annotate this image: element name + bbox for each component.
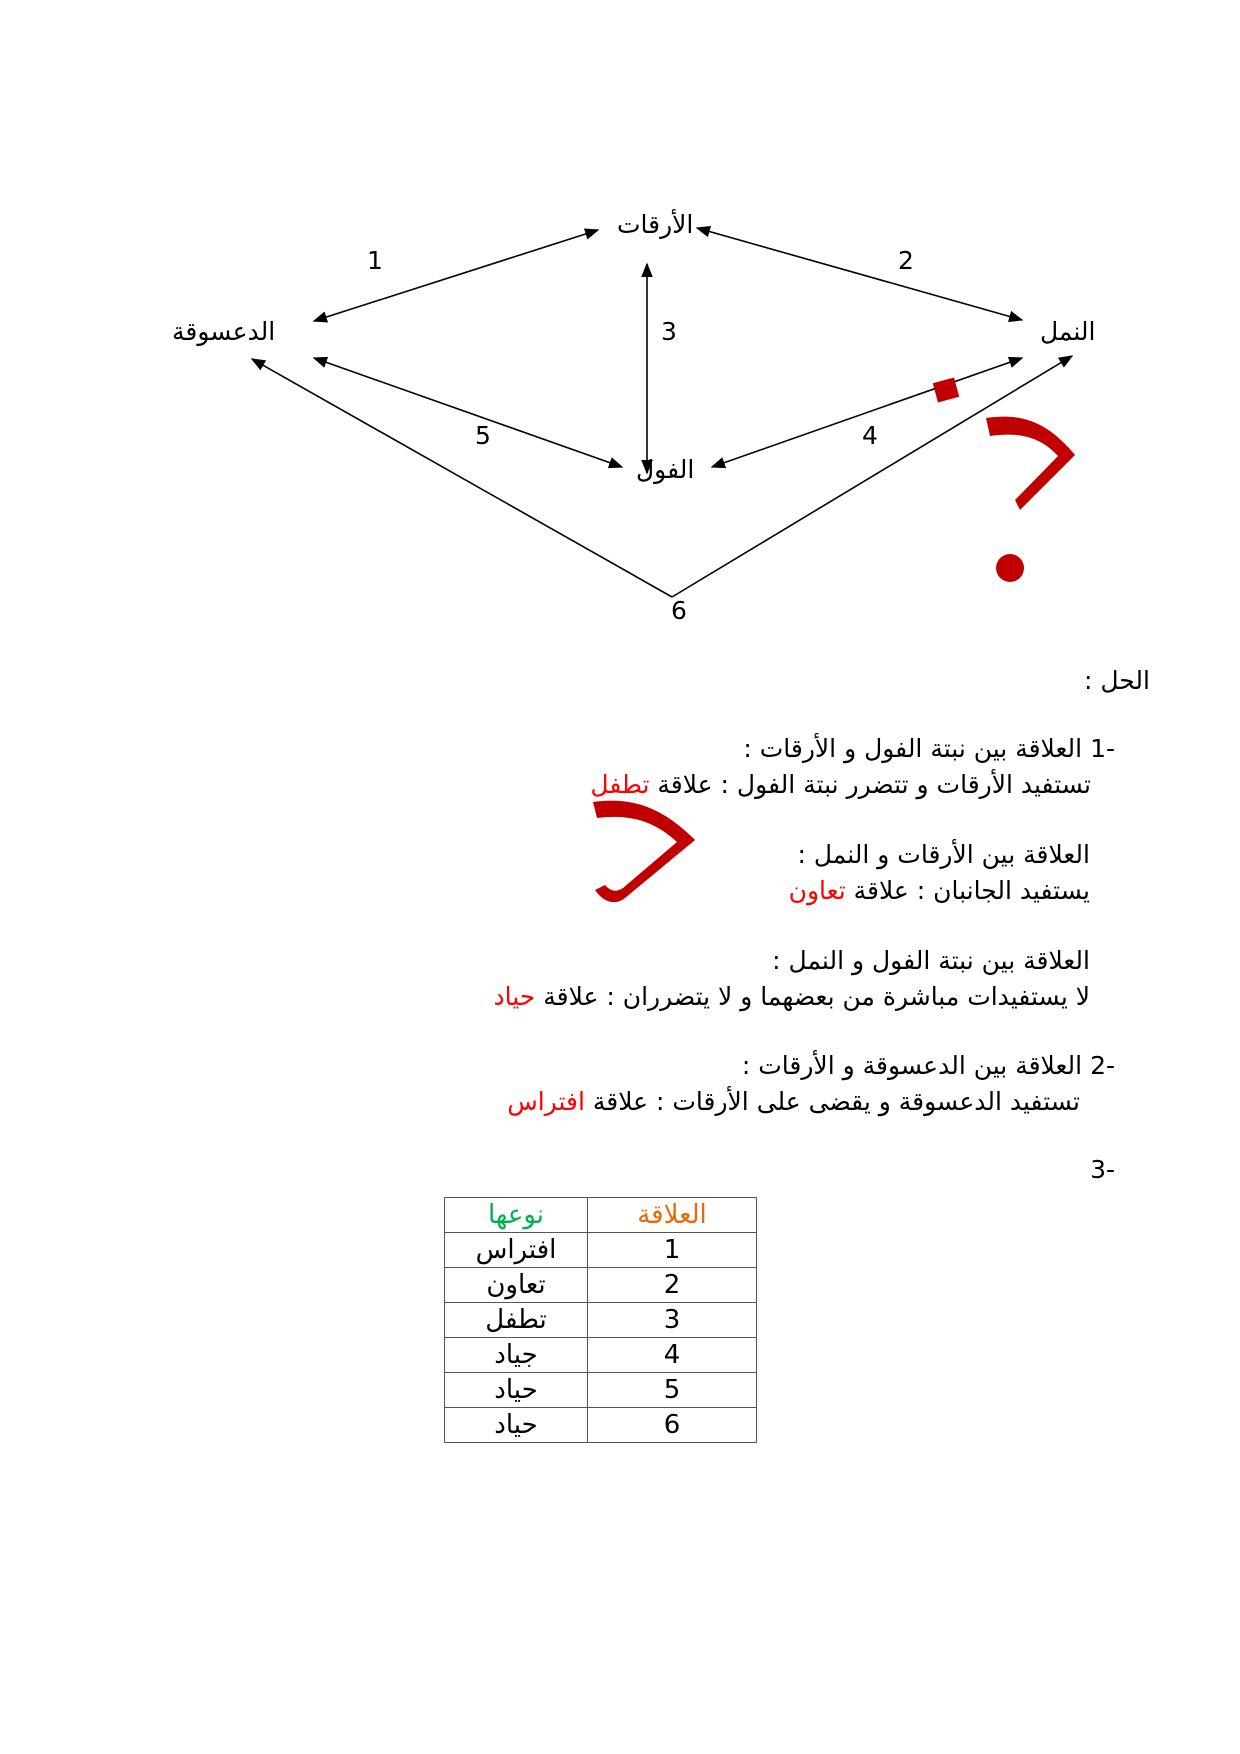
cell-relation: 4	[588, 1338, 757, 1373]
cell-relation: 1	[588, 1233, 757, 1268]
item1-number: -1	[1090, 734, 1115, 763]
relation-type-answer: تعاون	[788, 876, 846, 905]
item2-title	[742, 1051, 1115, 1080]
cell-type: حياد	[445, 1373, 588, 1408]
cell-relation: 6	[588, 1408, 757, 1443]
node-leaves: الأرقات	[617, 210, 694, 239]
item1-pair2-explanation	[789, 876, 1090, 905]
edge-label-4: 4	[862, 421, 878, 450]
relations-table	[444, 1197, 757, 1443]
cell-type: جياد	[445, 1338, 588, 1373]
item1-pair3-explanation	[494, 982, 1090, 1011]
table-row	[445, 1303, 757, 1338]
item2-explanation	[507, 1087, 1080, 1116]
header-type: نوعها	[445, 1198, 588, 1233]
edge-1	[314, 230, 598, 321]
relation-type-answer: افتراس	[507, 1087, 585, 1116]
cell-relation: 3	[588, 1303, 757, 1338]
explanation-text: تستفيد الأرقات و تتضرر نبتة الفول : علاقة	[657, 770, 1091, 799]
correction-mark-icon	[920, 370, 1120, 600]
item1-pair1-explanation	[590, 770, 1091, 799]
node-bean: الفول	[636, 455, 695, 484]
cell-type: حياد	[445, 1408, 588, 1443]
edge-5	[314, 358, 622, 467]
edge-6a	[252, 359, 672, 597]
edge-label-5: 5	[475, 421, 491, 450]
solution-heading: الحل :	[1083, 666, 1150, 695]
explanation-text: يستفيد الجانبان : علاقة	[853, 876, 1090, 905]
item3-number: -3	[1090, 1155, 1115, 1184]
edge-label-2: 2	[898, 246, 914, 275]
cell-relation: 2	[588, 1268, 757, 1303]
table-row	[445, 1233, 757, 1268]
table-row	[445, 1338, 757, 1373]
item2-title-text: العلاقة بين الدعسوقة و الأرقات :	[741, 1051, 1083, 1080]
item1-pair1-title	[743, 734, 1115, 763]
item1-pair2-title: العلاقة بين الأرقات و النمل :	[797, 840, 1090, 869]
item1-pair3-title: العلاقة بين نبتة الفول و النمل :	[772, 946, 1090, 975]
correction-mark-icon	[585, 790, 715, 910]
item1-pair1-title-text: العلاقة بين نبتة الفول و الأرقات :	[743, 734, 1083, 763]
relation-type-answer: تطفل	[590, 770, 650, 799]
relation-type-answer: حياد	[493, 982, 536, 1011]
cell-type: تطفل	[445, 1303, 588, 1338]
table-header-row	[445, 1198, 757, 1233]
edge-label-3: 3	[661, 317, 677, 346]
cell-type: افتراس	[445, 1233, 588, 1268]
cell-relation: 5	[588, 1373, 757, 1408]
explanation-text: تستفيد الدعسوقة و يقضى على الأرقات : علاقة	[592, 1087, 1080, 1116]
node-ants: النمل	[1040, 317, 1096, 346]
cell-type: تعاون	[445, 1268, 588, 1303]
edge-label-6: 6	[671, 596, 687, 625]
table-row	[445, 1373, 757, 1408]
header-relation: العلاقة	[588, 1198, 757, 1233]
node-ladybug: الدعسوقة	[172, 317, 276, 346]
table-row	[445, 1408, 757, 1443]
edge-2	[697, 228, 1022, 320]
table-row	[445, 1268, 757, 1303]
edge-label-1: 1	[367, 246, 383, 275]
explanation-text: لا يستفيدات مباشرة من بعضهما و لا يتضرران : علاقة	[543, 982, 1090, 1011]
item2-number: -2	[1090, 1051, 1115, 1080]
